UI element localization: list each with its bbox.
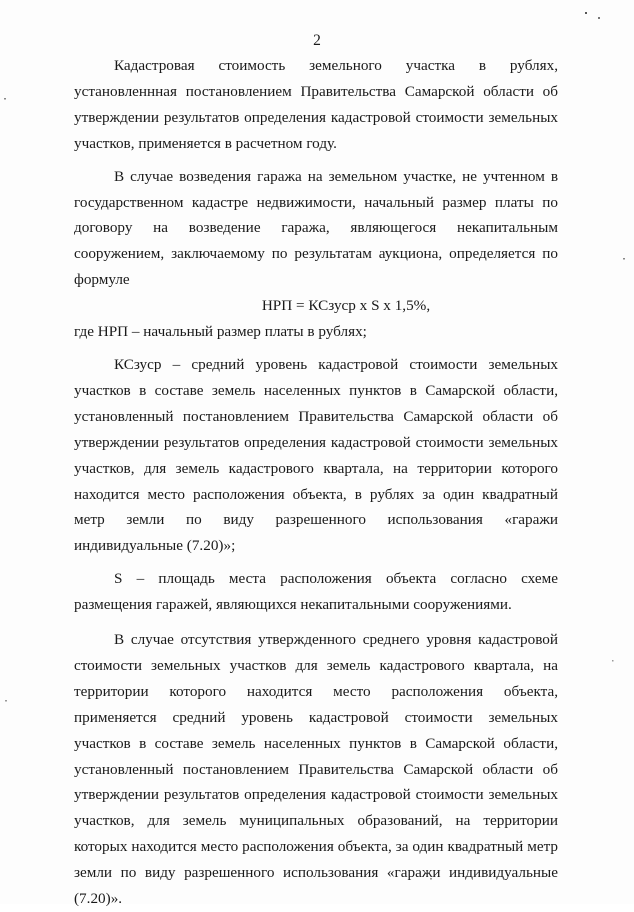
formula: НРП = КСзуср х S х 1,5%,: [261, 297, 431, 315]
page-number: 2: [313, 32, 321, 49]
paragraph-garage-construction: В случае возведения гаража на земельном участке, не учтенном в государственном кадастре недвижимости, начальный размер платы по договору на возведение гаража, являющегося некапитальным сооружением, заключаемому по результатам аукциона, определяется по формуле: [74, 167, 558, 289]
definition-s: S – площадь места расположения объекта согласно схеме размещения гаражей, являющихся некапитальными сооружениями.: [74, 570, 558, 614]
definition-nrp: где НРП – начальный размер платы в рублях;: [74, 323, 367, 341]
paragraph-absence-of-average: В случае отсутствия утвержденного среднего уровня кадастровой стоимости земельных участков для земель кадастрового квартала, на территории которого находится место расположения объекта, применяется средний уровень кадастровой стоимости земельных участков в составе земель населенных пунктов в Самарской области, установленный постановлением Правительства Самарской области об утверждении результатов определения кадастровой стоимости земельных участков, для земель муниципальных образований, на территории которых находится место расположения объекта, за один квадратный метр земли по виду разрешенного использования «гаражи индивидуальные (7.20)».: [74, 631, 558, 908]
paragraph-cadastral-value: Кадастровая стоимость земельного участка в рублях, установленнная постановлением Правительства Самарской области об утверждении результатов определения кадастровой стоимости земельных участков, применяется в расчетном году.: [74, 57, 558, 152]
document-body: [74, 53, 558, 912]
definition-kszusr: КСзуср – средний уровень кадастровой стоимости земельных участков в составе земель населенных пунктов в Самарской области, установленный постановлением Правительства Самарской области об утверждении результатов определения кадастровой стоимости земельных участков, для земель кадастрового квартала, на территории которого находится место расположения объекта, в рублях за один квадратный метр земли по виду разрешенного использования «гаражи индивидуальные (7.20)»;: [74, 355, 558, 555]
